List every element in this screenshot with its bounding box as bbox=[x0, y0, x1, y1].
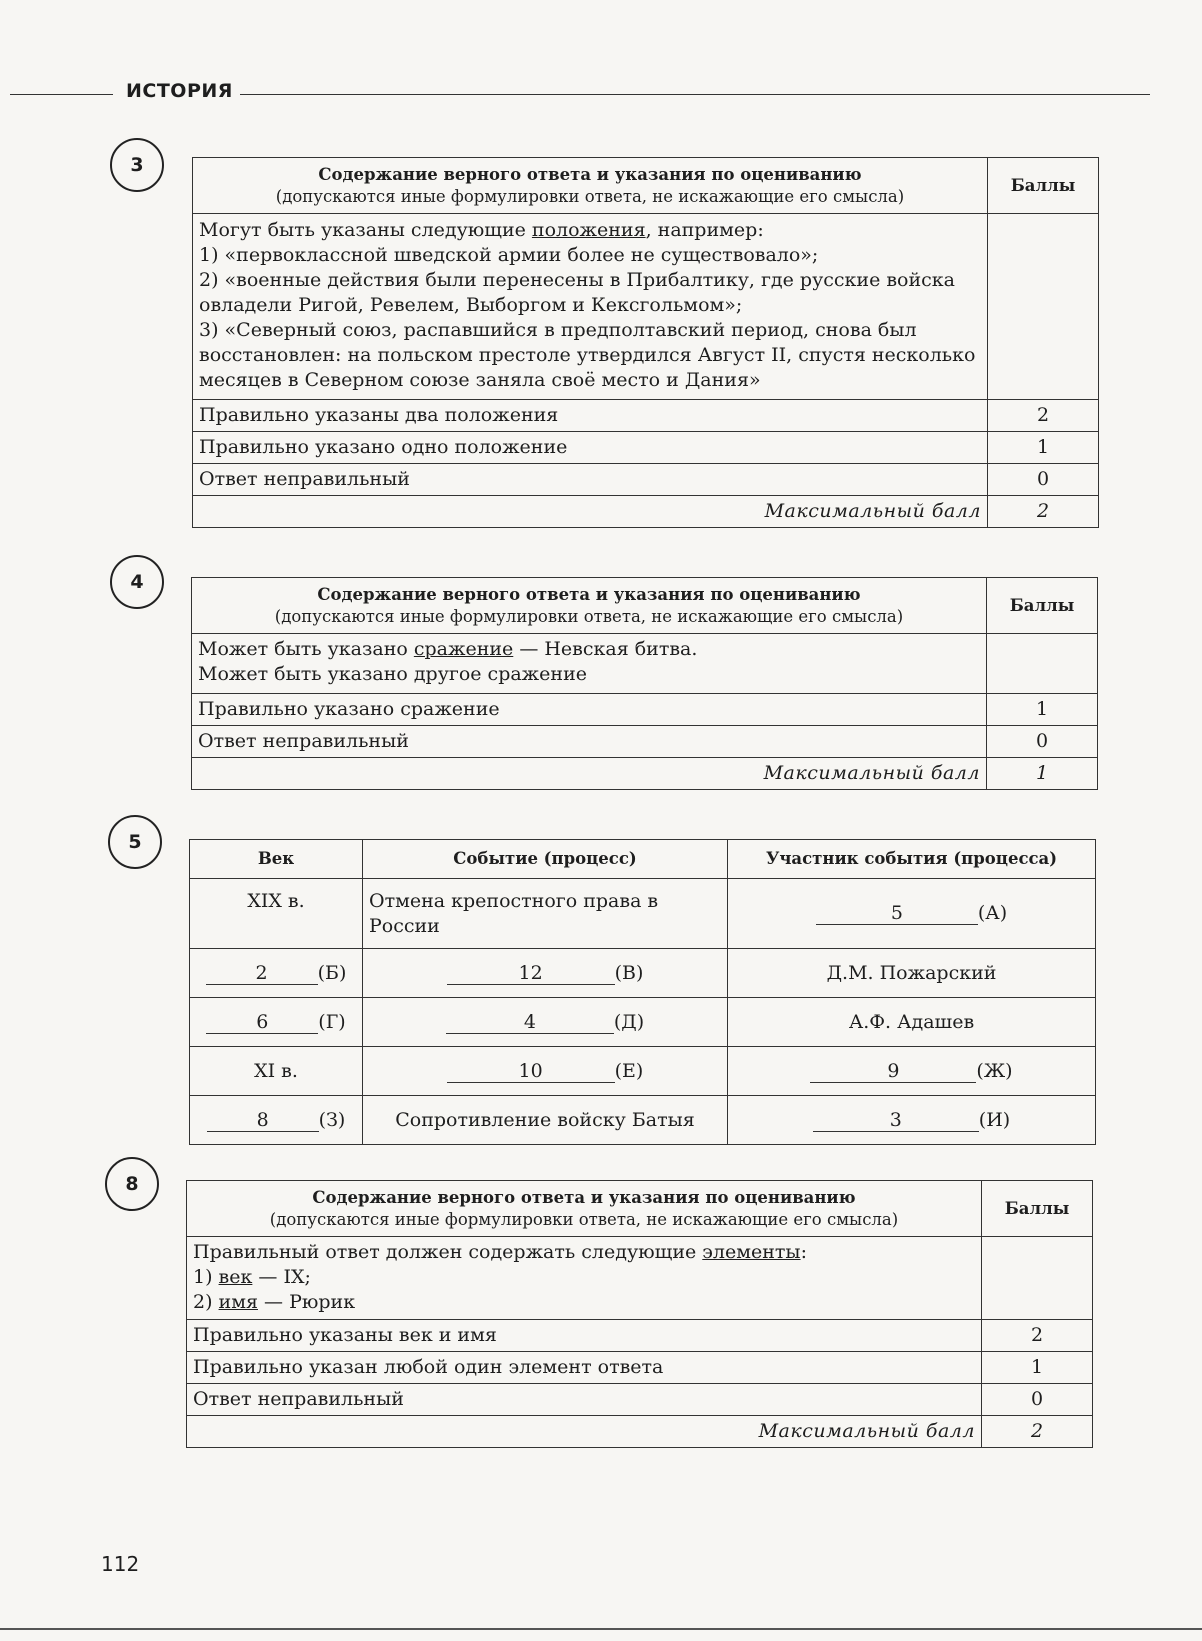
question-5-table bbox=[189, 839, 1096, 1145]
content-header bbox=[192, 578, 987, 634]
criterion-score: 1 bbox=[988, 432, 1099, 464]
blank-letter: (В) bbox=[614, 961, 644, 984]
keyword: век bbox=[218, 1266, 253, 1288]
header-rule-left bbox=[10, 94, 113, 95]
content-line: 1) век — IX; bbox=[193, 1266, 311, 1288]
content-subtitle: (допускаются иные формулировки ответа, не искажающие его смысла) bbox=[274, 606, 904, 626]
answer-content bbox=[192, 634, 987, 694]
empty-score-cell bbox=[982, 1237, 1093, 1320]
blank-letter: (И) bbox=[978, 1108, 1011, 1131]
table-row bbox=[190, 1047, 1096, 1096]
header-rule-right bbox=[240, 94, 1150, 95]
answer-blank: 5 bbox=[816, 902, 978, 925]
content-title: Содержание верного ответа и указания по оцениванию bbox=[318, 164, 862, 184]
participant-cell bbox=[728, 879, 1096, 949]
question-5-number: 5 bbox=[108, 815, 162, 869]
content-title: Содержание верного ответа и указания по оцениванию bbox=[312, 1187, 856, 1207]
max-score-label: Максимальный балл bbox=[192, 758, 987, 790]
blank-letter: (Д) bbox=[613, 1010, 645, 1033]
criterion-label: Ответ неправильный bbox=[192, 726, 987, 758]
century-cell bbox=[190, 998, 363, 1047]
criterion-score: 0 bbox=[988, 464, 1099, 496]
keyword: элементы bbox=[702, 1241, 801, 1263]
content-line: 3) «Северный союз, распавшийся в предполтавский период, снова был восстановлен: на польском престоле утвердился Август II, спустя несколько месяцев в Северном союзе заняла своё место и Дания» bbox=[199, 319, 976, 391]
content-line: 1) «первоклассной шведской армии более не существовало»; bbox=[199, 244, 819, 266]
table-row bbox=[190, 879, 1096, 949]
event-cell bbox=[363, 949, 728, 998]
column-header-century: Век bbox=[190, 840, 363, 879]
answer-blank: 9 bbox=[810, 1060, 976, 1083]
answer-blank: 2 bbox=[206, 962, 318, 985]
criterion-label: Ответ неправильный bbox=[193, 464, 988, 496]
participant-cell: А.Ф. Адашев bbox=[728, 998, 1096, 1047]
answer-content bbox=[193, 214, 988, 400]
question-8-table bbox=[186, 1180, 1093, 1448]
table-header-row bbox=[192, 578, 1098, 634]
column-header-event: Событие (процесс) bbox=[363, 840, 728, 879]
max-score-label: Максимальный балл bbox=[187, 1416, 982, 1448]
century-cell bbox=[190, 949, 363, 998]
answer-content bbox=[187, 1237, 982, 1320]
table-header-row bbox=[187, 1181, 1093, 1237]
content-row bbox=[192, 634, 1098, 694]
criterion-label: Правильно указаны век и имя bbox=[187, 1320, 982, 1352]
content-line: 2) «военные действия были перенесены в Прибалтику, где русские войска овладели Ригой, Ревелем, Выборгом и Кексгольмом»; bbox=[199, 269, 955, 316]
content-subtitle: (допускаются иные формулировки ответа, не искажающие его смысла) bbox=[269, 1209, 899, 1229]
content-title: Содержание верного ответа и указания по оцениванию bbox=[317, 584, 861, 604]
bottom-rule bbox=[0, 1628, 1202, 1630]
content-row bbox=[187, 1237, 1093, 1320]
criterion-score: 2 bbox=[982, 1320, 1093, 1352]
answer-blank: 12 bbox=[447, 962, 615, 985]
table-row bbox=[193, 432, 1099, 464]
table-header-row bbox=[193, 158, 1099, 214]
page-number: 112 bbox=[101, 1552, 140, 1576]
blank-letter: (Б) bbox=[317, 961, 347, 984]
question-3-number: 3 bbox=[110, 138, 164, 192]
max-score-value: 2 bbox=[988, 496, 1099, 528]
criterion-score: 0 bbox=[987, 726, 1098, 758]
participant-cell: Д.М. Пожарский bbox=[728, 949, 1096, 998]
table-row bbox=[187, 1320, 1093, 1352]
event-cell: Отмена крепостного права в России bbox=[363, 879, 728, 949]
max-score-label: Максимальный балл bbox=[193, 496, 988, 528]
criterion-score: 1 bbox=[982, 1352, 1093, 1384]
criterion-score: 1 bbox=[987, 694, 1098, 726]
blank-letter: (З) bbox=[318, 1108, 346, 1131]
max-score-row bbox=[192, 758, 1098, 790]
century-cell: XIX в. bbox=[190, 879, 363, 949]
question-4-table bbox=[191, 577, 1098, 790]
table-row bbox=[187, 1384, 1093, 1416]
participant-cell bbox=[728, 1047, 1096, 1096]
content-line: Может быть указано сражение — Невская битва. bbox=[198, 638, 698, 660]
max-score-value: 1 bbox=[987, 758, 1098, 790]
criterion-score: 0 bbox=[982, 1384, 1093, 1416]
blank-letter: (А) bbox=[977, 902, 1008, 924]
event-cell bbox=[363, 1047, 728, 1096]
keyword: имя bbox=[218, 1291, 258, 1313]
keyword: положения bbox=[531, 219, 646, 241]
question-3-table bbox=[192, 157, 1099, 528]
blank-letter: (Г) bbox=[318, 1010, 346, 1033]
criterion-label: Правильно указано одно положение bbox=[193, 432, 988, 464]
max-score-row bbox=[193, 496, 1099, 528]
content-row bbox=[193, 214, 1099, 400]
subject-title: ИСТОРИЯ bbox=[126, 80, 233, 102]
table-row bbox=[193, 464, 1099, 496]
content-header bbox=[187, 1181, 982, 1237]
table-header-row bbox=[190, 840, 1096, 879]
content-subtitle: (допускаются иные формулировки ответа, не искажающие его смысла) bbox=[275, 186, 905, 206]
question-8-number: 8 bbox=[105, 1157, 159, 1211]
criterion-label: Ответ неправильный bbox=[187, 1384, 982, 1416]
empty-score-cell bbox=[988, 214, 1099, 400]
table-row bbox=[187, 1352, 1093, 1384]
empty-score-cell bbox=[987, 634, 1098, 694]
criterion-score: 2 bbox=[988, 400, 1099, 432]
max-score-value: 2 bbox=[982, 1416, 1093, 1448]
max-score-row bbox=[187, 1416, 1093, 1448]
table-row bbox=[190, 949, 1096, 998]
criterion-label: Правильно указан любой один элемент ответа bbox=[187, 1352, 982, 1384]
table-row bbox=[190, 998, 1096, 1047]
table-row bbox=[192, 694, 1098, 726]
answer-blank: 3 bbox=[813, 1109, 979, 1132]
answer-blank: 10 bbox=[447, 1060, 615, 1083]
table-row bbox=[192, 726, 1098, 758]
content-line: Могут быть указаны следующие положения, например: bbox=[199, 219, 764, 241]
answer-blank: 4 bbox=[446, 1011, 614, 1034]
content-line: Правильный ответ должен содержать следующие элементы: bbox=[193, 1241, 807, 1263]
content-header bbox=[193, 158, 988, 214]
event-cell: Сопротивление войску Батыя bbox=[363, 1096, 728, 1145]
blank-letter: (Е) bbox=[614, 1059, 644, 1082]
criterion-label: Правильно указано сражение bbox=[192, 694, 987, 726]
answer-blank: 8 bbox=[207, 1109, 319, 1132]
table-row bbox=[193, 400, 1099, 432]
score-header: Баллы bbox=[982, 1181, 1093, 1237]
century-cell: XI в. bbox=[190, 1047, 363, 1096]
keyword: сражение bbox=[413, 638, 514, 660]
page-header bbox=[0, 78, 1202, 108]
table-row bbox=[190, 1096, 1096, 1145]
column-header-participant: Участник события (процесса) bbox=[728, 840, 1096, 879]
answer-blank: 6 bbox=[206, 1011, 318, 1034]
blank-letter: (Ж) bbox=[976, 1059, 1013, 1082]
participant-cell bbox=[728, 1096, 1096, 1145]
content-line: Может быть указано другое сражение bbox=[198, 663, 587, 685]
criterion-label: Правильно указаны два положения bbox=[193, 400, 988, 432]
century-cell bbox=[190, 1096, 363, 1145]
question-4-number: 4 bbox=[110, 555, 164, 609]
score-header: Баллы bbox=[987, 578, 1098, 634]
score-header: Баллы bbox=[988, 158, 1099, 214]
content-line: 2) имя — Рюрик bbox=[193, 1291, 356, 1313]
event-cell bbox=[363, 998, 728, 1047]
